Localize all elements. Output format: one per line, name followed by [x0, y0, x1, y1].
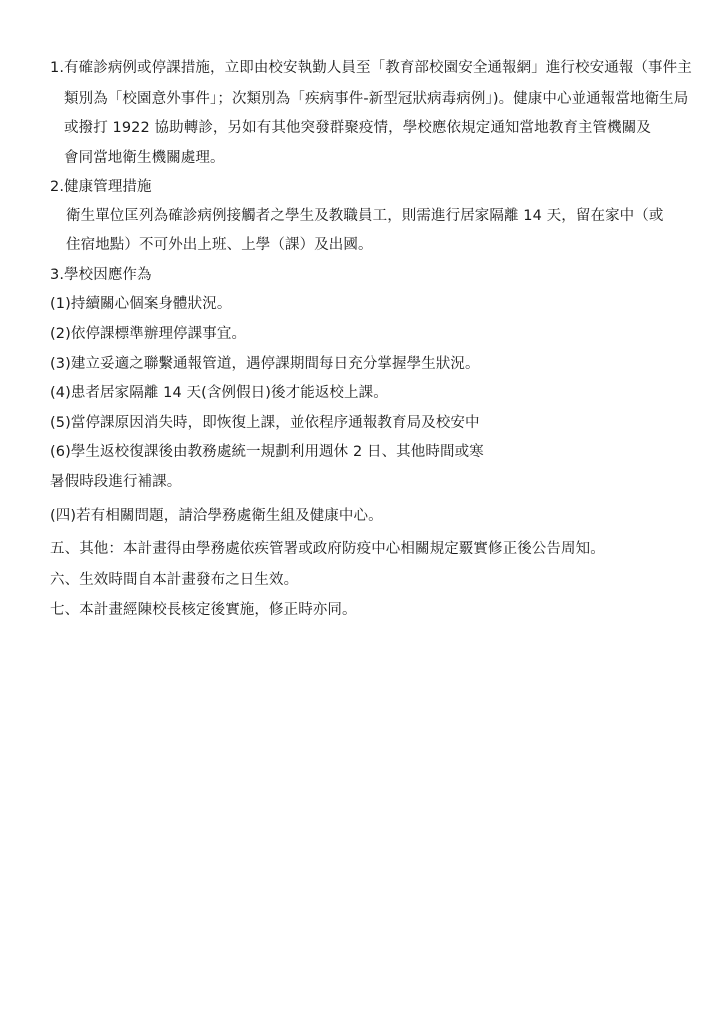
item2-heading: 2.健康管理措施: [50, 179, 152, 195]
item3-sub6-line2: 暑假時段進行補課。: [50, 474, 182, 490]
item1-line3: 或撥打 1922 協助轉診，另如有其他突發群聚疫情，學校應依規定通知當地教育主管機關及: [64, 120, 651, 136]
item3-sub5: (5)當停課原因消失時，即恢復上課，並依程序通報教育局及校安中: [50, 415, 480, 431]
item1-line1: 1.有確診病例或停課措施，立即由校安執勤人員至「教育部校園安全通報網」進行校安通報（事件主: [50, 60, 692, 76]
item3-sub2: (2)依停課標準辦理停課事宜。: [50, 326, 247, 342]
item4-contact: (四)若有相關問題，請洽學務處衛生組及健康中心。: [50, 508, 383, 524]
item3-sub1: (1)持續關心個案身體狀況。: [50, 296, 232, 312]
section5-other: 五、其他：本計畫得由學務處依疾管署或政府防疫中心相關規定覈實修正後公告周知。: [50, 541, 605, 557]
section7-approval: 七、本計畫經陳校長核定後實施，修正時亦同。: [50, 602, 357, 618]
item1-line2: 類別為「校園意外事件」；次類別為「疾病事件-新型冠狀病毒病例」)。健康中心並通報當地衛生局: [64, 91, 689, 107]
item3-sub3: (3)建立妥適之聯繫通報管道，遇停課期間每日充分掌握學生狀況。: [50, 356, 480, 372]
item3-sub4: (4)患者居家隔離 14 天(含例假日)後才能返校上課。: [50, 385, 388, 401]
item1-line4: 會同當地衛生機關處理。: [64, 150, 225, 166]
item3-sub6-line1: (6)學生返校復課後由教務處統一規劃利用週休 2 日、其他時間或寒: [50, 444, 484, 460]
item2-line1: 衛生單位匡列為確診病例接觸者之學生及教職員工，則需進行居家隔離 14 天，留在家中（或: [66, 208, 664, 224]
item3-heading: 3.學校因應作為: [50, 267, 152, 283]
section6-effective: 六、生效時間自本計畫發布之日生效。: [50, 572, 299, 588]
item2-line2: 住宿地點）不可外出上班、上學（課）及出國。: [66, 237, 373, 253]
